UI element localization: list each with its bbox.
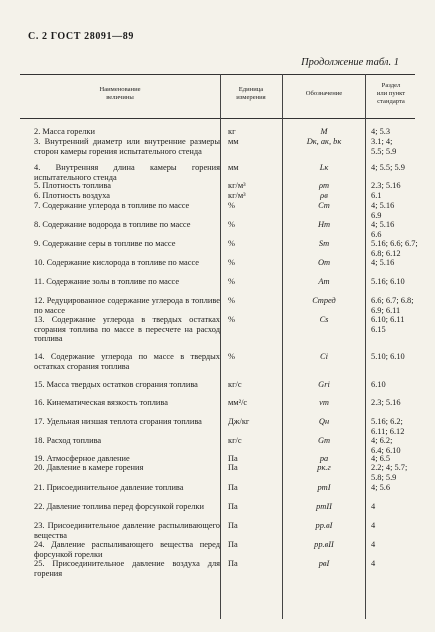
row-section: 4; 6.5: [371, 454, 391, 463]
row-section: 4: [371, 521, 376, 530]
document-header: С. 2 ГОСТ 28091—89: [28, 31, 134, 42]
row-section: 2.2; 4; 5.7; 5.8; 5.9: [371, 463, 408, 482]
row-unit: %: [228, 277, 235, 286]
row-unit: Па: [228, 454, 238, 463]
column-divider: [365, 74, 366, 619]
row-section: 4; 5.6: [371, 483, 391, 492]
row-unit: кг/м³: [228, 191, 246, 200]
row-section: 6.10; 6.11 6.15: [371, 315, 405, 334]
row-unit: %: [228, 352, 235, 361]
row-symbol: Cт: [318, 201, 330, 210]
row-name: 19. Атмосферное давление: [34, 454, 130, 463]
row-symbol: Oт: [317, 258, 331, 267]
row-name: 15. Масса твердых остатков сгорания топлива: [34, 380, 198, 389]
row-name: 4. Внутренняя длина камеры горения испытательного стенда: [34, 163, 220, 182]
row-symbol: pвI: [318, 559, 330, 568]
row-name: 18. Расход топлива: [34, 436, 102, 445]
column-header-name: Наименование величины: [99, 86, 141, 101]
row-unit: кг/с: [228, 380, 242, 389]
table-top-border: [20, 74, 415, 75]
row-name: 20. Давление в камере горения: [34, 463, 144, 472]
row-symbol: Lк: [319, 163, 329, 172]
row-section: 5.10; 6.10: [371, 352, 405, 361]
row-section: 4; 6.2; 6.4; 6.10: [371, 436, 401, 455]
row-unit: мм: [228, 163, 239, 172]
row-section: 4: [371, 559, 376, 568]
row-section: 4: [371, 540, 376, 549]
row-symbol: Hт: [317, 220, 331, 229]
row-name: 12. Редуцированное содержание углерода в топливе по массе: [34, 296, 220, 315]
row-section: 4; 5.16 6.9: [371, 201, 395, 220]
table-header-divider: [20, 118, 415, 119]
row-name: 6. Плотность воздуха: [34, 191, 110, 200]
row-symbol: Sт: [318, 239, 330, 248]
row-name: 24. Давление распыливающего вещества перед форсункой горелки: [34, 540, 220, 559]
row-name: 25. Присоединительное давление воздуха для горения: [34, 559, 220, 578]
row-name: 23. Присоединительное давление распыливающего вещества: [34, 521, 220, 540]
row-unit: %: [228, 296, 235, 305]
row-section: 5.16; 6.6; 6.7; 6.8; 6.12: [371, 239, 418, 258]
row-section: 4; 5.3: [371, 127, 391, 136]
row-name: 22. Давление топлива перед форсункой горелки: [34, 502, 204, 511]
row-unit: %: [228, 220, 235, 229]
row-unit: Па: [228, 502, 238, 511]
row-unit: Па: [228, 463, 238, 472]
row-unit: %: [228, 239, 235, 248]
row-symbol: Cтред: [312, 296, 336, 305]
row-section: 4; 5.16 6.6: [371, 220, 395, 239]
column-divider: [282, 74, 283, 619]
row-symbol: pр.вII: [314, 540, 334, 549]
column-header-symbol: Обозначение: [305, 90, 343, 97]
row-name: 2. Масса горелки: [34, 127, 95, 136]
row-unit: %: [228, 315, 235, 324]
row-symbol: Ci: [320, 352, 328, 361]
row-name: 11. Содержание золы в топливе по массе: [34, 277, 180, 286]
row-name: 8. Содержание водорода в топливе по массе: [34, 220, 191, 229]
row-symbol: Qн: [318, 417, 330, 426]
row-symbol: ρт: [318, 181, 330, 190]
row-unit: мм²/с: [228, 398, 248, 407]
row-symbol: pа: [319, 454, 329, 463]
row-name: 9. Содержание серы в топливе по массе: [34, 239, 176, 248]
row-symbol: pк.г: [317, 463, 331, 472]
row-name: 3. Внутренний диаметр или внутренние размеры сторон камеры горения испытательного стенда: [34, 137, 220, 156]
row-name: 13. Содержание углерода в твердых остатках сгорания топлива по массе в пересчете на расход топлива: [34, 315, 220, 344]
row-section: 2.3; 5.16: [371, 398, 401, 407]
row-section: 4; 5.16: [371, 258, 395, 267]
row-section: 3.1; 4; 5.5; 5.9: [371, 137, 397, 156]
row-symbol: M: [320, 127, 328, 136]
row-unit: Па: [228, 540, 238, 549]
row-unit: Па: [228, 559, 238, 568]
row-symbol: νт: [319, 398, 329, 407]
row-symbol: pтII: [316, 502, 332, 511]
row-symbol: pтI: [317, 483, 331, 492]
table-continuation-label: Продолжение табл. 1: [301, 57, 399, 68]
row-name: 21. Присоединительное давление топлива: [34, 483, 184, 492]
row-section: 6.10: [371, 380, 386, 389]
row-name: 14. Содержание углерода по массе в твердых остатках сгорания топлива: [34, 352, 220, 371]
row-unit: кг: [228, 127, 236, 136]
row-symbol: Aт: [318, 277, 330, 286]
row-symbol: Cs: [319, 315, 329, 324]
row-section: 4: [371, 502, 376, 511]
row-unit: кг/с: [228, 436, 242, 445]
row-name: 17. Удельная низшая теплота сгорания топлива: [34, 417, 202, 426]
row-unit: Па: [228, 521, 238, 530]
column-divider: [220, 74, 221, 619]
row-symbol: Gri: [318, 380, 330, 389]
row-unit: мм: [228, 137, 239, 146]
row-section: 5.16; 6.10: [371, 277, 405, 286]
column-header-unit: Единица измерения: [236, 86, 266, 101]
row-section: 4; 5.5; 5.9: [371, 163, 405, 172]
row-unit: %: [228, 258, 235, 267]
row-section: 6.6; 6.7; 6.8; 6.9; 6.11: [371, 296, 414, 315]
row-name: 16. Кинематическая вязкость топлива: [34, 398, 168, 407]
row-unit: Дж/кг: [228, 417, 250, 426]
row-name: 7. Содержание углерода в топливе по массе: [34, 201, 190, 210]
row-section: 2.3; 5.16: [371, 181, 401, 190]
row-unit: %: [228, 201, 235, 210]
row-symbol: Gт: [317, 436, 331, 445]
row-unit: кг/м³: [228, 181, 246, 190]
row-symbol: ρв: [320, 191, 328, 200]
row-unit: Па: [228, 483, 238, 492]
row-name: 5. Плотность топлива: [34, 181, 111, 190]
row-name: 10. Содержание кислорода в топливе по массе: [34, 258, 200, 267]
row-symbol: Dк, aк, bк: [306, 137, 342, 146]
row-section: 5.16; 6.2; 6.11; 6.12: [371, 417, 405, 436]
column-header-section: Раздел или пункт стандарта: [376, 82, 406, 105]
row-symbol: pр.вI: [315, 521, 333, 530]
row-section: 6.1: [371, 191, 382, 200]
